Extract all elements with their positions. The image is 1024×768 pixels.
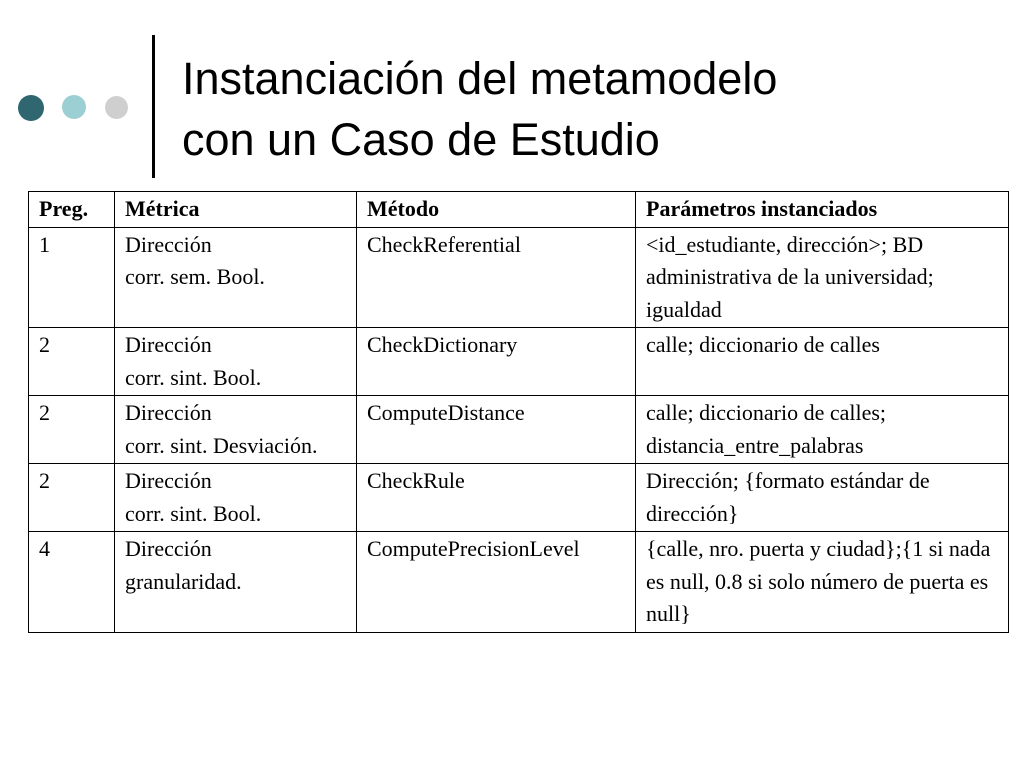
metrica-line: Dirección (125, 231, 212, 257)
table-row (29, 328, 1009, 396)
cell-parametros: {calle, nro. puerta y ciudad};{1 si nada es null, 0.8 si solo número de puerta es null} (636, 532, 1009, 633)
cell-preg: 2 (29, 328, 115, 396)
metrica-line: granularidad. (125, 568, 242, 594)
table-row (29, 464, 1009, 532)
metrica-line: corr. sint. Bool. (125, 500, 262, 526)
cell-metrica (115, 396, 357, 464)
metamodel-table (28, 191, 1009, 633)
header-preg: Preg. (29, 192, 115, 228)
cell-metrica (115, 532, 357, 633)
metrica-line: Dirección (125, 468, 212, 493)
table-row (29, 227, 1009, 328)
metrica-line: corr. sint. Bool. (125, 364, 262, 390)
cell-metrica (115, 227, 357, 328)
decor-dot-dark (18, 95, 44, 121)
decor-dot-light (62, 95, 86, 119)
table-header-row (29, 192, 1009, 228)
cell-metodo: ComputePrecisionLevel (357, 532, 636, 633)
decor-dot-gray (105, 96, 128, 119)
cell-metrica (115, 464, 357, 532)
slide-title-line-1: Instanciación del metamodelo (182, 53, 778, 104)
slide-title (182, 48, 982, 170)
cell-metrica (115, 328, 357, 396)
cell-preg: 2 (29, 464, 115, 532)
header-metrica: Métrica (115, 192, 357, 228)
table-row (29, 396, 1009, 464)
cell-preg: 4 (29, 532, 115, 633)
cell-parametros: calle; diccionario de calles; distancia_entre_palabras (636, 396, 1009, 464)
cell-preg: 1 (29, 227, 115, 328)
metrica-line: Dirección (125, 332, 212, 357)
cell-parametros: <id_estudiante, dirección>; BD administrativa de la universidad; igualdad (636, 227, 1009, 328)
slide-title-line-2: con un Caso de Estudio (182, 114, 660, 165)
cell-metodo: CheckReferential (357, 227, 636, 328)
cell-parametros: Dirección; {formato estándar de dirección} (636, 464, 1009, 532)
cell-metodo: CheckRule (357, 464, 636, 532)
table-row (29, 532, 1009, 633)
metrica-line: Dirección (125, 400, 212, 425)
metrica-line: corr. sint. Desviación. (125, 432, 318, 458)
metrica-line: corr. sem. Bool. (125, 264, 265, 289)
cell-metodo: ComputeDistance (357, 396, 636, 464)
header-parametros: Parámetros instanciados (636, 192, 1009, 228)
title-divider (152, 35, 155, 178)
cell-parametros: calle; diccionario de calles (636, 328, 1009, 396)
cell-metodo: CheckDictionary (357, 328, 636, 396)
metrica-line: Dirección (125, 536, 212, 561)
header-metodo: Método (357, 192, 636, 228)
cell-preg: 2 (29, 396, 115, 464)
